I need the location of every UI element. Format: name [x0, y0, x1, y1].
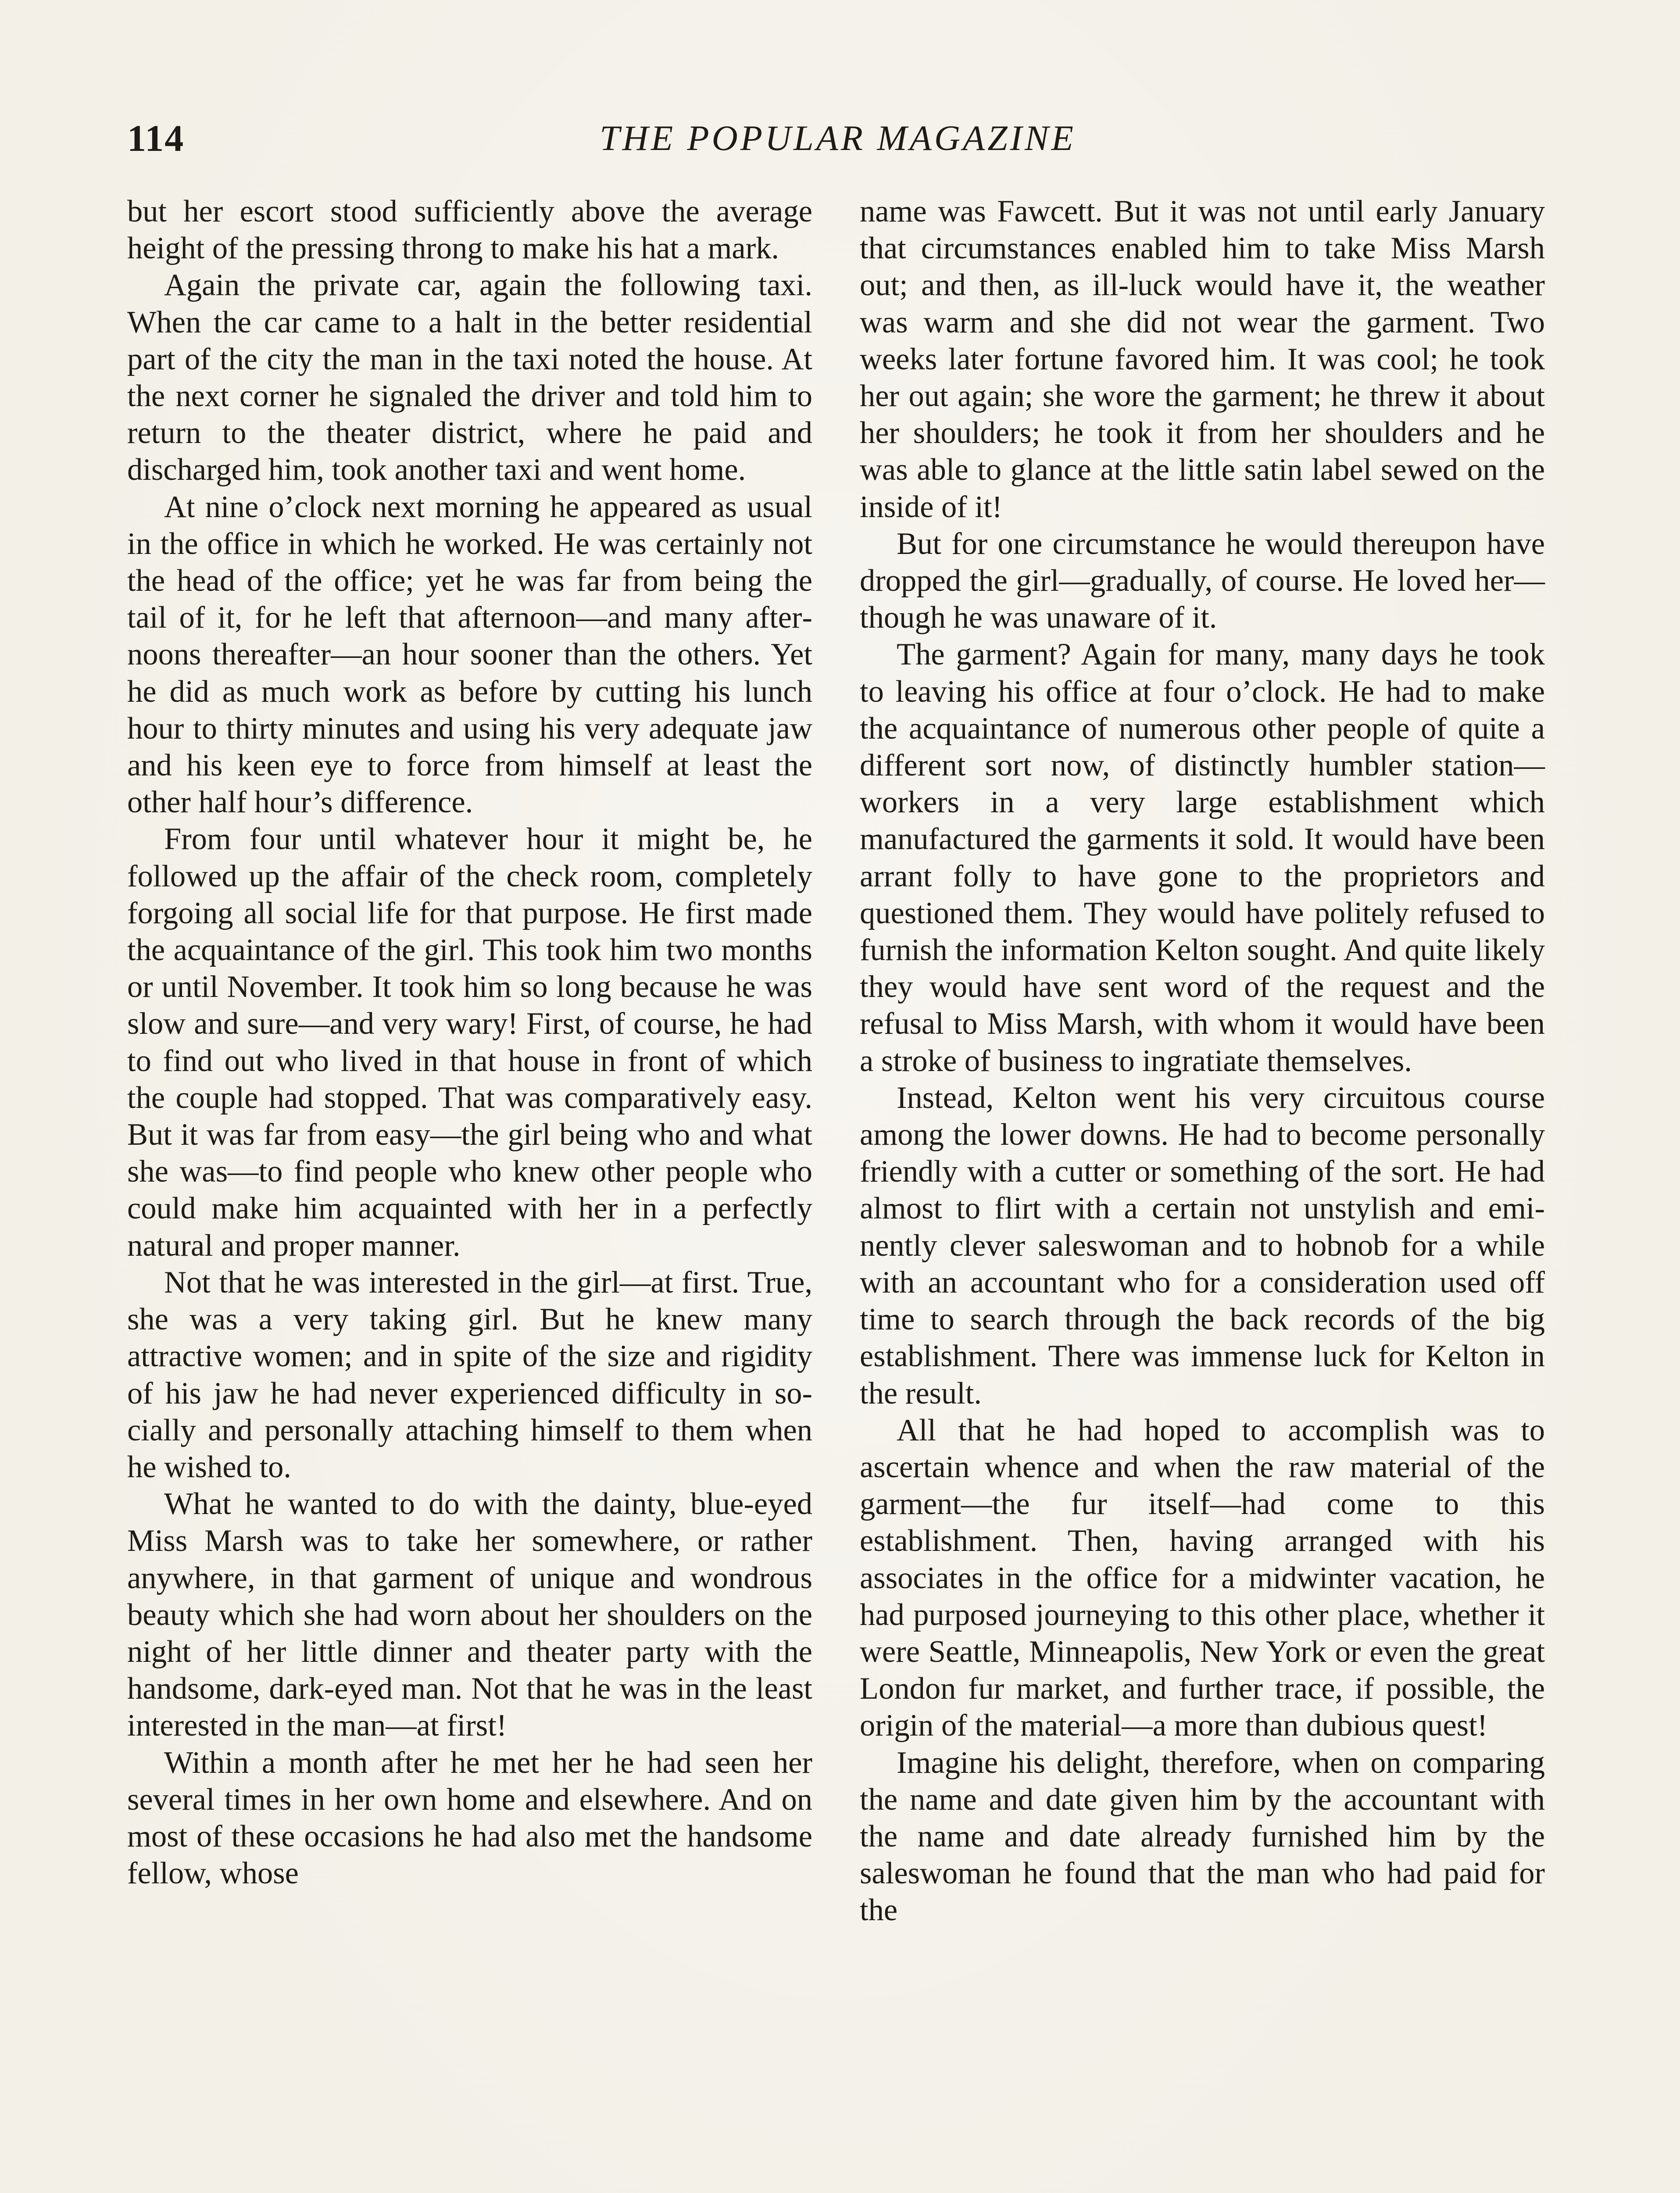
page-number: 114	[127, 117, 185, 159]
right-column	[860, 193, 1545, 1929]
left-column	[127, 193, 812, 1892]
running-title: THE POPULAR MAGAZINE	[600, 118, 1076, 158]
page-header	[127, 112, 1548, 164]
paragraph: But for one circumstance he would thereupon have dropped the girl—gradually, of course. He loved her—though he was unaware of it.	[860, 526, 1545, 635]
paragraph: What he wanted to do with the dainty, blue-eyed Miss Marsh was to take her somewhere, or rather anywhere, in that garment of unique and wondrous beauty which she had worn about her shoulders on the night of her little dinner and theater party with the handsome, dark-eyed man. Not that he was in the least interested in the man—at first!	[127, 1487, 812, 1743]
paragraph: but her escort stood sufficiently above the average height of the pressing throng to make his hat a mark.	[127, 194, 812, 266]
paragraph: Again the private car, again the following taxi. When the car came to a halt in the better residential part of the city the man in the taxi noted the house. At the next corner he signaled the driver and told him to return to the theater district, where he paid and discharged him, took another taxi and went home.	[127, 268, 812, 487]
paragraph: name was Fawcett. But it was not until early January that circumstances enabled him to take Miss Marsh out; and then, as ill-luck would have it, the weather was warm and she did not wear the garment. Two weeks later fortune favored him. It was cool; he took her out again; she wore the garment; he threw it about her shoulders; he took it from her shoulders and he was able to glance at the little satin label sewed on the inside of it!	[860, 194, 1545, 524]
paragraph: At nine o’clock next morning he appeared as usual in the office in which he worked. He was certainly not the head of the office; yet he was far from being the tail of it, for he left that afternoon—and many afternoons thereafter—an hour sooner than the others. Yet he did as much work as before by cutting his lunch hour to thirty minutes and using his very adequate jaw and his keen eye to force from himself at least the other half hour’s difference.	[127, 489, 812, 820]
paragraph: Imagine his delight, therefore, when on comparing the name and date given him by the accountant with the name and date already furnished him by the saleswoman he found that the man who had paid for the	[860, 1745, 1545, 1928]
paragraph: From four until whatever hour it might be, he followed up the affair of the check room, completely forgoing all social life for that purpose. He first made the acquaintance of the girl. This took him two months or until November. It took him so long because he was slow and sure—and very wary! First, of course, he had to find out who lived in that house in front of which the couple had stopped. That was comparatively easy. But it was far from easy—the girl being who and what she was—to find people who knew other people who could make him acquainted with her in a perfectly natural and proper manner.	[127, 822, 812, 1263]
paragraph: The garment? Again for many, many days he took to leaving his office at four o’clock. He had to make the acquaintance of numerous other people of quite a different sort now, of distinctly humbler station—workers in a very large establishment which manufactured the garments it sold. It would have been arrant folly to have gone to the proprietors and questioned them. They would have politely refused to furnish the information Kelton sought. And quite likely they would have sent word of the request and the refusal to Miss Marsh, with whom it would have been a stroke of business to ingratiate themselves.	[860, 637, 1545, 1078]
paragraph: Instead, Kelton went his very circuitous course among the lower downs. He had to become personally friendly with a cutter or something of the sort. He had almost to flirt with a certain not unstylish and eminently clever saleswoman and to hobnob for a while with an accountant who for a consideration used off time to search through the back records of the big establishment. There was immense luck for Kelton in the result.	[860, 1080, 1545, 1411]
paragraph: All that he had hoped to accomplish was to ascertain whence and when the raw material of the garment—the fur itself—had come to this establishment. Then, having arranged with his associates in the office for a midwinter vacation, he had purposed journeying to this other place, whether it were Seattle, Minneapolis, New York or even the great London fur market, and further trace, if possible, the origin of the material—a more than dubious quest!	[860, 1413, 1545, 1743]
paragraph: Within a month after he met her he had seen her several times in her own home and elsewhere. And on most of these occasions he had also met the handsome fellow, whose	[127, 1745, 812, 1891]
paragraph: Not that he was interested in the girl—at first. True, she was a very taking girl. But he knew many attractive women; and in spite of the size and rigidity of his jaw he had never experienced difficulty in socially and personally attaching himself to them when he wished to.	[127, 1265, 812, 1484]
